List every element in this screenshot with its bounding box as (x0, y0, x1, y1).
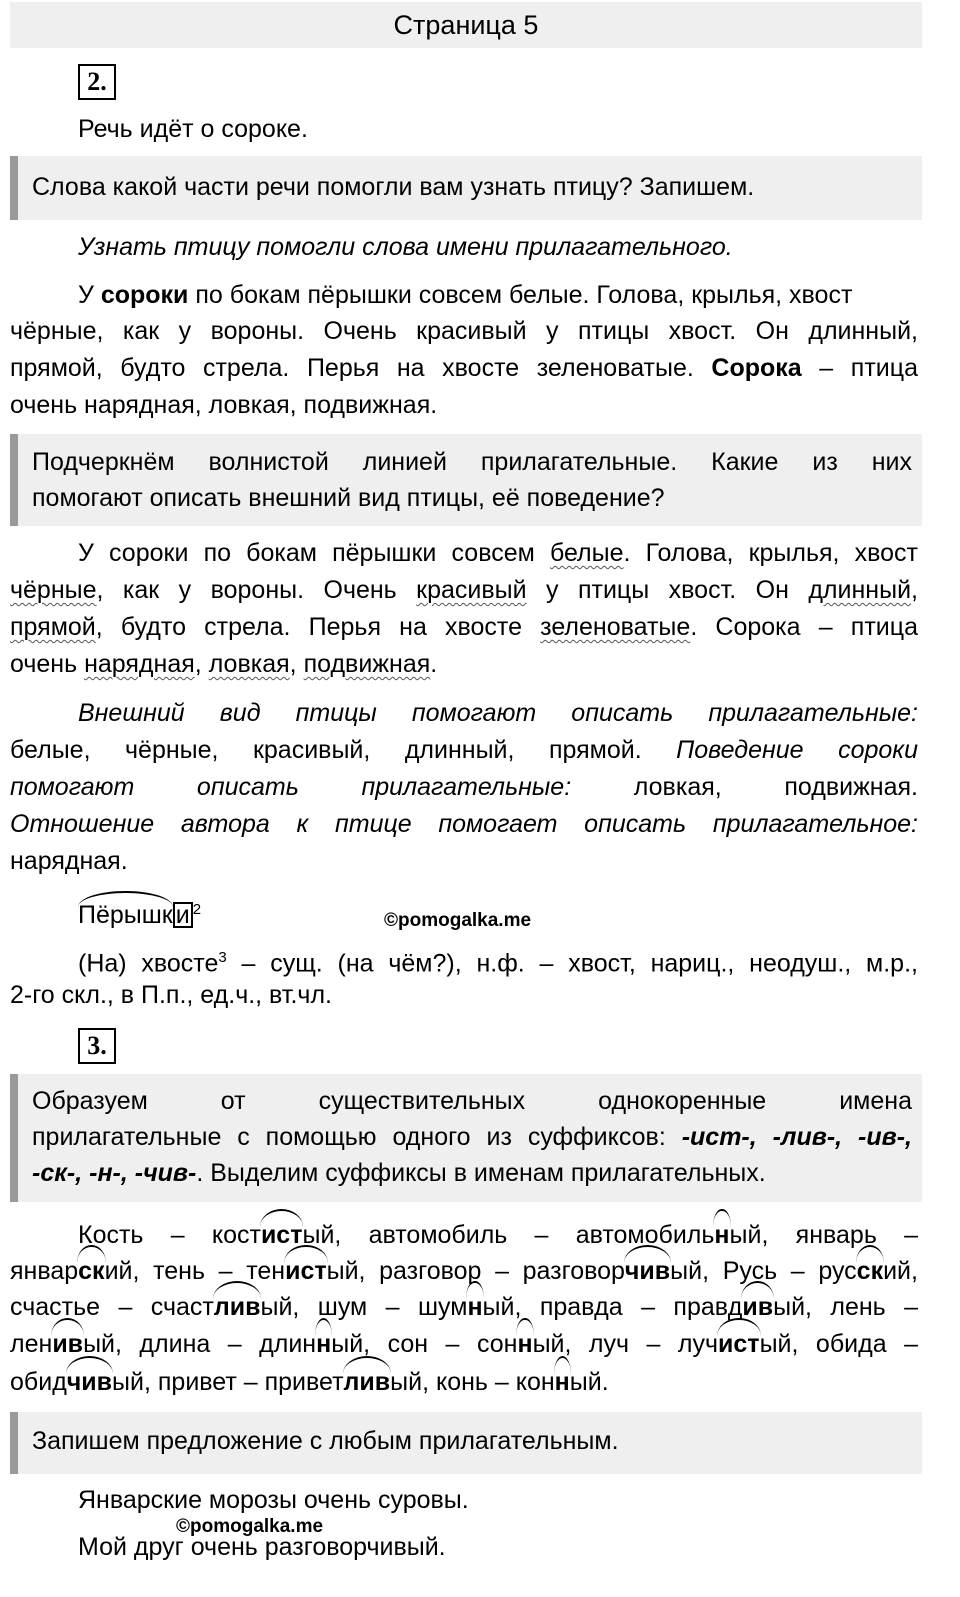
example-sentence: Мой друг очень разговорчивый. (78, 1533, 446, 1561)
answer-line: Речь идёт о сороке. (78, 115, 308, 143)
words-line: ленивый, длина – длинный, сон – сонный, луч – лучистый, обида – (10, 1330, 918, 1358)
text-line: прямой, будто стрела. Перья на хвосте зеленоватые. Сорока – птица (10, 354, 918, 382)
word-root: Пёрышк (78, 901, 173, 930)
parse-line: 2-го скл., в П.п., ед.ч., вт.чл. (10, 981, 332, 1009)
example-sentence: Январские морозы очень суровы. (78, 1486, 469, 1514)
question-box (10, 1074, 922, 1202)
words-line: Кость – костистый, автомобиль – автомобильный, январь – (78, 1221, 919, 1249)
answer-line: белые, чёрные, красивый, длинный, прямой. Поведение сороки (10, 736, 919, 764)
words-line: обидчивый, привет – приветливый, конь – конный. (10, 1368, 609, 1396)
task-number: 2. (78, 64, 116, 100)
question-text: прилагательные с помощью одного из суффиксов: -ист-, -лив-, -ив-, (32, 1123, 912, 1151)
page-title: Страница 5 (10, 2, 922, 48)
answer-line: нарядная. (10, 847, 128, 875)
text-line: чёрные, как у вороны. Очень красивый у птицы хвост. Он длинный, (10, 317, 918, 345)
text-line: очень нарядная, ловкая, подвижная. (10, 391, 438, 419)
question-text: Запишем предложение с любым прилагательным. (32, 1427, 619, 1455)
word-ending: и (173, 902, 193, 928)
question-box (10, 156, 922, 220)
watermark: ©pomogalka.me (176, 1516, 324, 1537)
question-box (10, 1412, 922, 1474)
question-text: Слова какой части речи помогли вам узнать птицу? Запишем. (32, 173, 755, 201)
question-text: Подчеркнём волнистой линией прилагательные. Какие из них (32, 448, 912, 476)
text-line: У сороки по бокам пёрышки совсем белые. Голова, крылья, хвост (78, 539, 918, 567)
text-line: прямой, будто стрела. Перья на хвосте зеленоватые. Сорока – птица (10, 613, 918, 641)
text-line: чёрные, как у вороны. Очень красивый у птицы хвост. Он длинный, (10, 576, 918, 604)
answer-line: Отношение автора к птице помогает описать прилагательное: (10, 810, 918, 838)
words-line: январский, тень – тенистый, разговор – разговорчивый, Русь – русский, (10, 1257, 918, 1285)
answer-line: Внешний вид птицы помогают описать прилагательные: (78, 699, 918, 727)
text-line: У сороки по бокам пёрышки совсем белые. Голова, крылья, хвост (78, 281, 853, 309)
question-text: -ск-, -н-, -чив-. Выделим суффиксы в именам прилагательных. (32, 1159, 766, 1187)
task-number: 3. (78, 1028, 116, 1064)
question-text: Образуем от существительных однокоренные имена (32, 1087, 912, 1115)
answer-line: Узнать птицу помогли слова имени прилагательного. (78, 233, 733, 261)
question-box (10, 434, 922, 526)
question-text: помогают описать внешний вид птицы, её поведение? (32, 484, 665, 512)
words-line: счастье – счастливый, шум – шумный, правда – правдивый, лень – (10, 1293, 919, 1321)
text-line: очень нарядная, ловкая, подвижная. (10, 650, 438, 678)
parse-line: (На) хвосте$^3$ – сущ. (на чём?), н.ф. – хвост, нариц., неодуш., м.р., (78, 949, 918, 978)
answer-line: помогают описать прилагательные: ловкая, подвижная. (10, 773, 918, 801)
watermark: ©pomogalka.me (384, 910, 532, 931)
morpheme-parse: Пёрышк и $^2$ (78, 901, 202, 930)
